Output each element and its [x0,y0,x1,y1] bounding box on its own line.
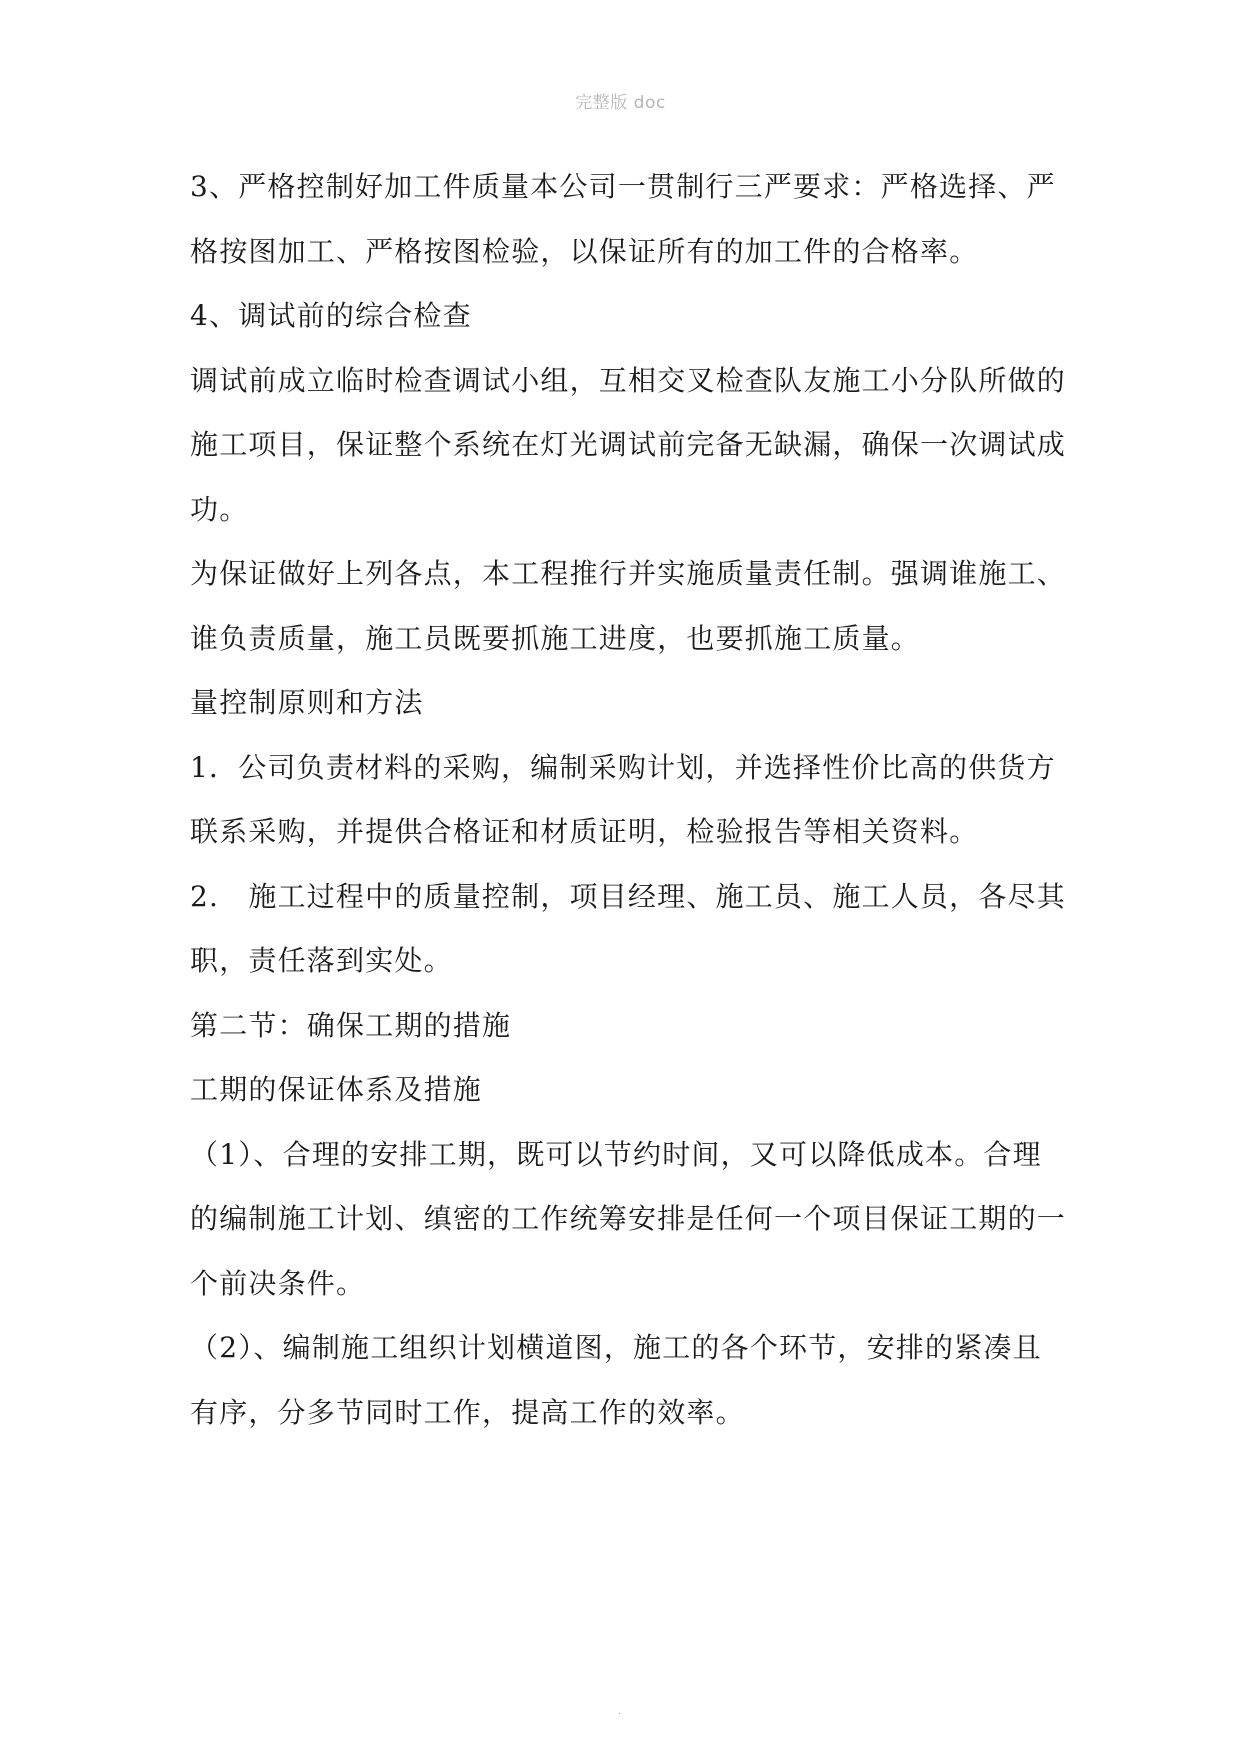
paragraph-line: 有序，分多节同时工作，提高工作的效率。 [190,1395,745,1429]
section-heading: 第二节：确保工期的措施 [190,1008,512,1042]
section-heading: 4、调试前的综合检查 [190,299,472,332]
paragraph-line: 格按图加工、严格按图检验，以保证所有的加工件的合格率。 [190,234,979,268]
paragraph-line: 为保证做好上列各点，本工程推行并实施质量责任制。强调谁施工、 [190,557,1067,590]
paragraph-line: 调试前成立临时检查调试小组，互相交叉检查队友施工小分队所做的 [190,363,1067,397]
paragraph-line: 联系采购，并提供合格证和材质证明，检验报告等相关资料。 [190,815,979,848]
paragraph-line: 2. 施工过程中的质量控制，项目经理、施工员、施工人员，各尽其 [190,879,1066,913]
paragraph-line: 的编制施工计划、缜密的工作统筹安排是任何一个项目保证工期的一 [190,1202,1067,1235]
paragraph-line: 个前决条件。 [190,1266,366,1300]
page-header: 完整版 doc [575,93,666,113]
paragraph-line: （2）、编制施工组织计划横道图，施工的各个环节，安排的紧凑且 [190,1331,1042,1364]
paragraph-line: 1．公司负责材料的采购，编制采购计划，并选择性价比高的供货方 [190,750,1056,784]
document-body [190,155,1070,1445]
section-heading: 工期的保证体系及措施 [190,1073,483,1106]
paragraph-line: 职，责任落到实处。 [190,944,453,977]
paragraph-line: 谁负责质量，施工员既要抓施工进度，也要抓施工质量。 [190,621,921,655]
paragraph-line: 3、严格控制好加工件质量本公司一贯制行三严要求：严格选择、严 [190,170,1056,203]
paragraph-line: 施工项目，保证整个系统在灯光调试前完备无缺漏，确保一次调试成 [190,428,1067,461]
section-heading: 量控制原则和方法 [190,686,424,719]
page-footer-mark: . [618,1706,622,1717]
paragraph-line: （1）、合理的安排工期，既可以节约时间，又可以降低成本。合理 [190,1137,1042,1171]
paragraph-line: 功。 [190,492,249,526]
